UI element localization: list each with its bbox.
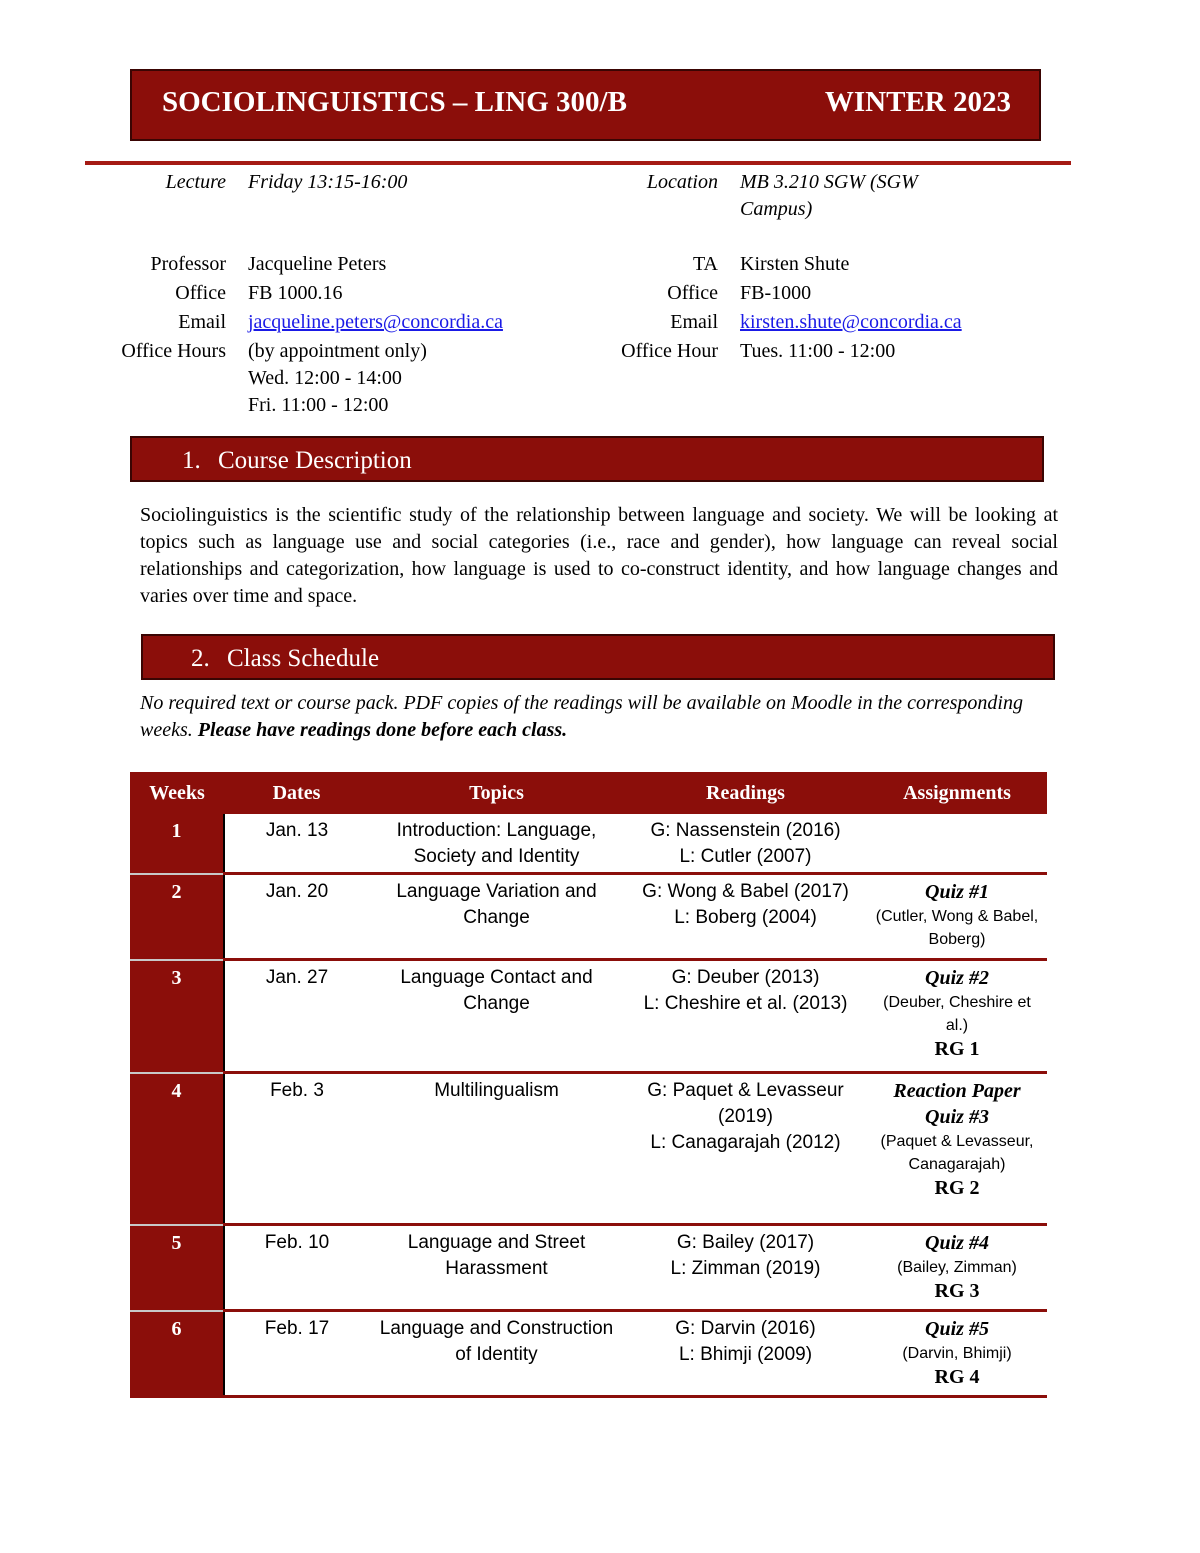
reading-item: G: Bailey (2017) [676,1232,815,1253]
table-row [130,814,1047,874]
table-row [130,1073,1047,1225]
prof-email-label: Email [178,311,226,333]
column-header-assignments: Assignments [867,772,1047,814]
topic-cell: Language Contact and Change [369,960,624,1073]
table-row [130,1225,1047,1311]
week-number: 3 [130,960,224,1073]
week-number: 5 [130,1225,224,1311]
ta-email-link[interactable]: kirsten.shute@concordia.ca [740,311,962,333]
column-header-topics: Topics [369,772,624,814]
topic-cell: Multilingualism [369,1073,624,1225]
assignments-cell [867,1073,1047,1225]
readings-cell [624,1073,867,1225]
assignments-cell [867,814,1047,874]
assignment-title: Quiz #2 [925,967,989,989]
prof-hours-label: Office Hours [121,340,226,362]
assignments-cell [867,1225,1047,1311]
assignments-cell [867,960,1047,1073]
assignment-title: Quiz #1 [925,881,989,903]
location-value: MB 3.210 SGW (SGW Campus) [740,171,918,220]
week-number: 2 [130,874,224,960]
assignment-note: (Deuber, Cheshire et al.) [883,994,1031,1034]
week-number: 6 [130,1311,224,1397]
table-row [130,1311,1047,1397]
date-cell: Jan. 13 [224,814,369,874]
reading-item: L: Cheshire et al. (2013) [643,993,848,1014]
assignments-cell [867,874,1047,960]
ta-label: TA [692,253,718,275]
reading-item: G: Wong & Babel (2017) [642,881,849,902]
section-class-schedule-header [141,634,1055,680]
header-divider [85,161,1071,165]
column-header-weeks: Weeks [130,772,224,814]
ta-office-label: Office [667,282,718,304]
assignment-note: (Darvin, Bhimji) [902,1345,1012,1362]
professor-name: Jacqueline Peters [248,253,387,275]
reading-item: G: Deuber (2013) [671,967,820,988]
date-cell: Jan. 20 [224,874,369,960]
reading-item: L: Boberg (2004) [674,907,817,928]
reading-item: G: Nassenstein (2016) [650,820,841,841]
reading-group-label: RG 4 [934,1366,980,1388]
assignment-title: Quiz #4 [925,1232,989,1254]
column-header-dates: Dates [224,772,369,814]
reading-item: G: Darvin (2016) [675,1318,816,1339]
course-description-text: Sociolinguistics is the scientific study of the relationship between language and society. We will be looking at topics such as language use and social categories (i.e., race and gender), how language can reveal social relationships and categorization, how language is used to co-construct identity, and how language changes and varies over time and space. [140,504,1058,607]
section-title: Course Description [218,447,412,474]
class-schedule-table [130,772,1047,1398]
section-number: 1. [182,447,201,474]
course-title: SOCIOLINGUISTICS – LING 300/B [162,86,627,118]
table-row [130,874,1047,960]
reading-group-label: RG 2 [934,1177,980,1199]
reading-item: G: Paquet & Levasseur (2019) [647,1080,844,1127]
week-number: 4 [130,1073,224,1225]
reading-item: L: Canagarajah (2012) [650,1132,841,1153]
section-course-description-header [130,436,1044,482]
reading-item: L: Cutler (2007) [679,846,812,867]
schedule-note-bold: Please have readings done before each class. [197,719,568,741]
term-label: WINTER 2023 [824,86,1011,118]
section-title: Class Schedule [227,645,380,672]
ta-email-label: Email [670,311,718,333]
prof-hours-line3: Fri. 11:00 - 12:00 [248,394,389,416]
lecture-label: Lecture [165,171,226,193]
reading-item: L: Bhimji (2009) [678,1344,813,1365]
ta-hours-value: Tues. 11:00 - 12:00 [740,340,896,362]
column-header-readings: Readings [624,772,867,814]
assignment-title: Reaction Paper [893,1080,1021,1102]
schedule-note-italic: No required text or course pack. PDF copies of the readings will be available on Moodle in the corresponding weeks. [140,692,1023,741]
location-label: Location [646,171,718,193]
readings-cell [624,1311,867,1397]
table-row [130,960,1047,1073]
readings-cell [624,1225,867,1311]
topic-cell: Language and Street Harassment [369,1225,624,1311]
ta-office-value: FB-1000 [740,282,812,304]
prof-office-value: FB 1000.16 [248,282,343,304]
week-number: 1 [130,814,224,874]
topic-cell: Introduction: Language, Society and Identity [369,814,624,874]
ta-hours-label: Office Hour [621,340,718,362]
assignment-note: (Bailey, Zimman) [897,1259,1017,1276]
date-cell: Feb. 10 [224,1225,369,1311]
lecture-value: Friday 13:15-16:00 [248,171,408,193]
prof-email-link[interactable]: jacqueline.peters@concordia.ca [248,311,503,333]
prof-hours-line1: (by appointment only) [248,340,427,362]
readings-cell [624,874,867,960]
prof-hours-line2: Wed. 12:00 - 14:00 [248,367,402,389]
reading-item: L: Zimman (2019) [670,1258,821,1279]
reading-group-label: RG 1 [934,1038,980,1060]
assignment-title: Quiz #5 [925,1318,989,1340]
date-cell: Feb. 3 [224,1073,369,1225]
course-title-banner [130,69,1041,141]
reading-group-label: RG 3 [934,1280,980,1302]
assignments-cell [867,1311,1047,1397]
readings-cell [624,960,867,1073]
table-header-row [130,772,1047,814]
date-cell: Feb. 17 [224,1311,369,1397]
assignment-note: (Paquet & Levasseur, Canagarajah) [880,1133,1034,1173]
section-number: 2. [191,645,210,672]
ta-name: Kirsten Shute [740,253,850,275]
topic-cell: Language and Construction of Identity [369,1311,624,1397]
prof-office-label: Office [175,282,226,304]
professor-label: Professor [150,253,226,275]
assignment-title: Quiz #3 [925,1106,989,1128]
topic-cell: Language Variation and Change [369,874,624,960]
schedule-note [140,690,1060,744]
readings-cell [624,814,867,874]
date-cell: Jan. 27 [224,960,369,1073]
assignment-note: (Cutler, Wong & Babel, Boberg) [875,908,1039,948]
